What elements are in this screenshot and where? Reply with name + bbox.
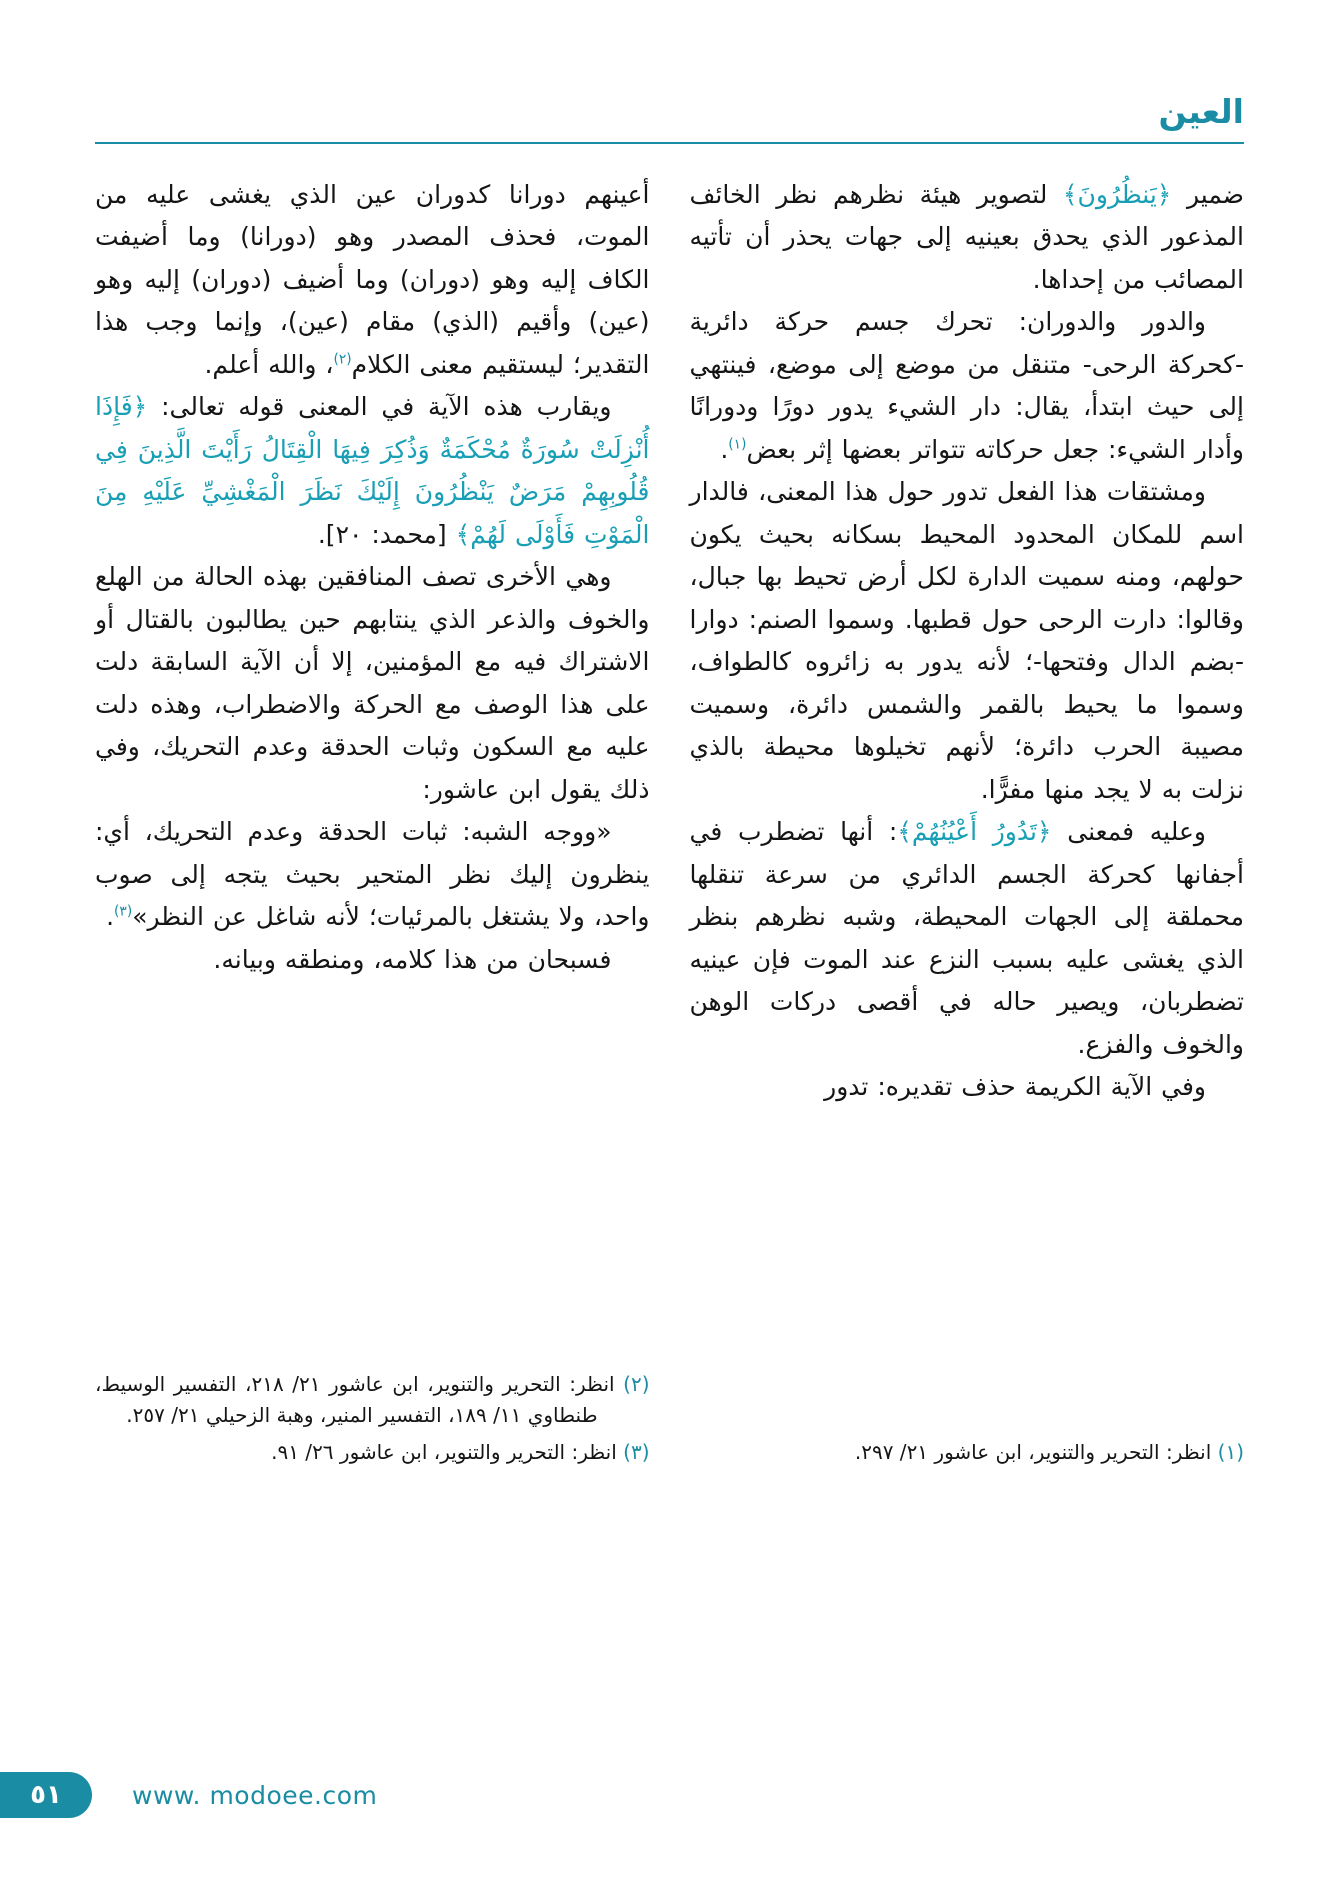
quran-verse: ﴿فَإِذَا أُنْزِلَتْ سُورَةٌ مُحْكَمَةٌ وَذُكِرَ فِيهَا الْقِتَالُ رَأَيْتَ الَّذِينَ فِي قُلُوبِهِمْ مَرَضٌ يَنْظُرُونَ إِلَيْكَ نَظَرَ الْمَغْشِيِّ عَلَيْهِ مِنَ الْمَوْتِ فَأَوْلَى لَهُمْ﴾ bbox=[95, 392, 650, 549]
footnotes-left bbox=[95, 1363, 650, 1474]
footnote: (١) انظر: التحرير والتنوير، ابن عاشور ٢١/ ٢٩٧. bbox=[854, 1439, 1244, 1464]
body-text: وفي الآية الكريمة حذف تقديره: تدور bbox=[824, 1072, 1206, 1102]
body-text: والدور والدوران: تحرك جسم حركة دائرية -كحركة الرحى- متنقل من موضع إلى موضع، فينتهي إلى حيث ابتدأ، يقال: دار الشيء يدور دورًا ودورانًا وأدار الشيء: جعل حركاته تتواتر بعضها إثر بعض bbox=[689, 307, 1244, 464]
page-header bbox=[95, 92, 1244, 144]
footnote-number: (١) bbox=[1217, 1439, 1244, 1464]
footnote: (٣) انظر: التحرير والتنوير، ابن عاشور ٢٦/ ٩١. bbox=[271, 1439, 650, 1464]
body-text: ضمير bbox=[1171, 179, 1244, 209]
footnote-number: (٢) bbox=[623, 1371, 650, 1396]
quran-verse: ﴿يَنظُرُونَ﴾ bbox=[1062, 179, 1172, 209]
paragraph bbox=[690, 1066, 1245, 1109]
body-text: لتصوير هيئة نظرهم نظر الخائف المذعور الذي يحدق بعينيه إلى جهات يحذر أن تأتيه المصائب من إحداها. bbox=[689, 179, 1244, 294]
body-text: ، والله أعلم. bbox=[204, 349, 334, 379]
footnote: (٢) انظر: التحرير والتنوير، ابن عاشور ٢١/ ٢١٨، التفسير الوسيط، طنطاوي ١١/ ١٨٩، التفسير المنير، وهبة الزحيلي ٢١/ ٢٥٧. bbox=[95, 1371, 650, 1427]
text-columns bbox=[95, 174, 1244, 1474]
paragraph bbox=[95, 939, 650, 982]
paragraph bbox=[690, 301, 1245, 471]
body-text: وهي الأخرى تصف المنافقين بهذه الحالة من الهلع والخوف والذعر الذي ينتابهم حين يطالبون بالقتال أو الاشتراك فيه مع المؤمنين، إلا أن الآية السابقة دلت على هذا الوصف مع الحركة والاضطراب، وهذه دلت عليه مع السكون وثبات الحدقة وعدم التحريك، وفي ذلك يقول ابن عاشور: bbox=[95, 562, 650, 804]
section-title: العين bbox=[1158, 92, 1244, 131]
paragraph bbox=[95, 386, 650, 556]
body-text: . bbox=[720, 434, 729, 464]
page-number: ٥١ bbox=[30, 1780, 62, 1810]
column-left bbox=[95, 174, 650, 1474]
body-text: : أنها تضطرب في أجفانها كحركة الجسم الدائري من سرعة تنقلها محملقة إلى الجهات المحيطة، وشبه نظرهم بنظر الذي يغشى عليه بسبب النزع عند الموت فإن عينيه تضطربان، ويصير حاله في أقصى دركات الوهن والخوف والفزع. bbox=[689, 817, 1244, 1059]
paragraph bbox=[690, 811, 1245, 1066]
paragraph bbox=[95, 174, 650, 387]
paragraph bbox=[95, 556, 650, 811]
body-text: . bbox=[106, 902, 115, 932]
paragraph bbox=[95, 811, 650, 939]
paragraph bbox=[690, 471, 1245, 811]
column-right-paragraphs bbox=[690, 174, 1245, 1109]
body-text: وعليه فمعنى bbox=[1051, 817, 1206, 847]
website-text: www. modoee.com bbox=[132, 1781, 378, 1810]
footnotes-right bbox=[690, 1431, 1245, 1474]
body-text: [محمد: ٢٠]. bbox=[317, 519, 456, 549]
column-left-paragraphs bbox=[95, 174, 650, 982]
body-text: «ووجه الشبه: ثبات الحدقة وعدم التحريك، أي: ينظرون إليك نظر المتحير بحيث يتجه إلى صوب واحد، ولا يشتغل بالمرئيات؛ لأنه شاغل عن النظر» bbox=[95, 817, 650, 932]
header-divider bbox=[95, 142, 1244, 144]
body-text: فسبحان من هذا كلامه، ومنطقه وبيانه. bbox=[213, 944, 612, 974]
footnote-number: (٣) bbox=[623, 1439, 650, 1464]
footnote-ref: (٣) bbox=[114, 903, 133, 920]
column-right bbox=[690, 174, 1245, 1474]
paragraph bbox=[690, 174, 1245, 302]
body-text: أعينهم دورانا كدوران عين الذي يغشى عليه من الموت، فحذف المصدر وهو (دورانا) وما أضيفت الكاف إليه وهو (دوران) وما أضيف (دوران) إليه وهو (عين) وأقيم (الذي) مقام (عين)، وإنما وجب هذا التقدير؛ ليستقيم معنى الكلام bbox=[95, 179, 650, 379]
page-number-badge bbox=[0, 1772, 92, 1818]
footnote-ref: (٢) bbox=[333, 351, 352, 368]
footnote-ref: (١) bbox=[728, 436, 747, 453]
body-text: ومشتقات هذا الفعل تدور حول هذا المعنى، فالدار اسم للمكان المحدود المحيط بسكانه بحيث يكون حولهم، ومنه سميت الدارة لكل أرض تحيط بها جبال، وقالوا: دارت الرحى حول قطبها. وسموا الصنم: دوارا -بضم الدال وفتحها-؛ لأنه يدور به زائروه كالطواف، وسموا ما يحيط بالقمر والشمس دائرة، وسميت مصيبة الحرب دائرة؛ لأنهم تخيلوها محيطة بالذي نزلت به لا يجد منها مفرًّا. bbox=[689, 477, 1244, 804]
body-text: ويقارب هذه الآية في المعنى قوله تعالى: bbox=[147, 392, 612, 422]
quran-verse: ﴿تَدُورُ أَعْيُنُهُمْ﴾ bbox=[897, 817, 1052, 847]
